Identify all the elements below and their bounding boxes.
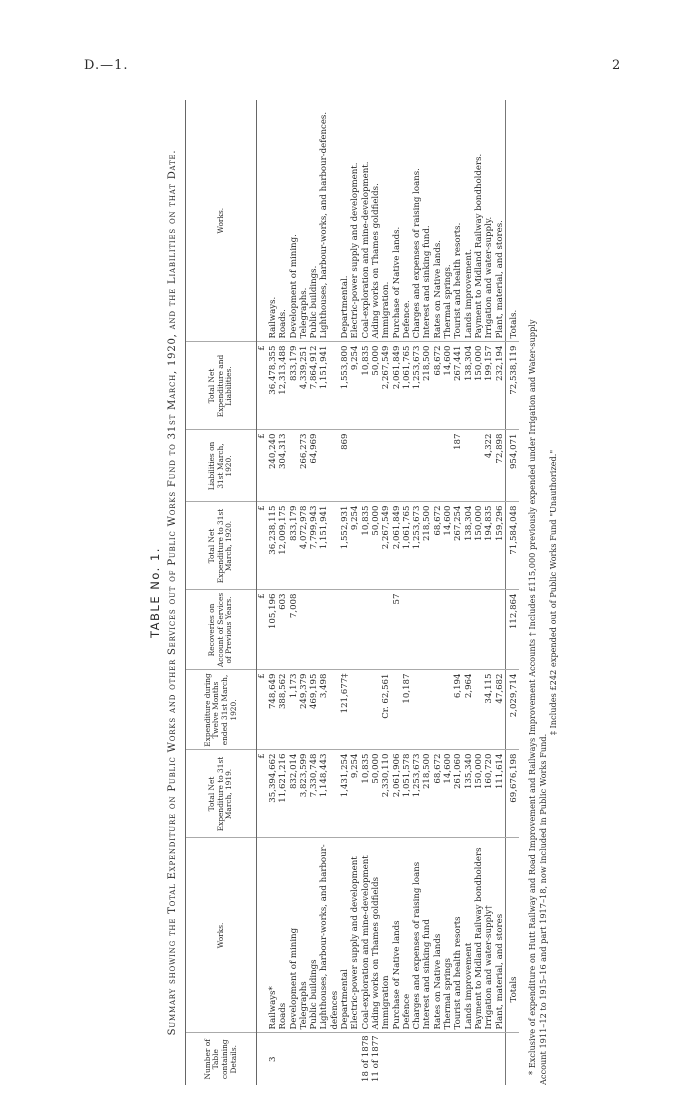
row-recoveries bbox=[422, 590, 432, 670]
table-row bbox=[443, 100, 453, 1085]
row-ref bbox=[433, 1033, 443, 1085]
row-works: Lands improvement bbox=[464, 838, 474, 1033]
row-exp-1920: 138,304 bbox=[464, 502, 474, 590]
row-works-right: Purchase of Native lands. bbox=[392, 100, 402, 342]
row-exp-during bbox=[371, 670, 381, 750]
row-ref: 3 bbox=[268, 1056, 278, 1062]
row-works-right: Irrigation and water-supply. bbox=[484, 100, 494, 342]
footnotes bbox=[527, 100, 559, 1085]
row-works-right: Defence. bbox=[402, 100, 412, 342]
row-works-right: Payment to Midland Railway bondholders. bbox=[474, 100, 484, 342]
row-exp-1920: 1,151,941 bbox=[319, 502, 340, 590]
row-recoveries: 105,196 bbox=[268, 590, 278, 670]
currency-symbol: £ bbox=[257, 342, 269, 430]
row-recoveries bbox=[484, 590, 494, 670]
row-total: 4,339,251 bbox=[299, 342, 309, 430]
table-row bbox=[309, 100, 319, 1085]
row-recoveries bbox=[412, 590, 422, 670]
row-exp-1919: 160,720 bbox=[484, 750, 494, 838]
footnote-line-1: * Exclusive of expenditure on Hutt Railway and Road Improvement and Railways Improvement Accounts † Includes £115,000 previously expended under Irrigation and Water-supply bbox=[527, 319, 538, 1075]
row-exp-1920: 2,061,849 bbox=[392, 502, 402, 590]
row-ref bbox=[464, 1033, 474, 1085]
row-exp-1920: 9,254 bbox=[350, 502, 360, 590]
row-liabilities bbox=[464, 430, 474, 502]
currency-symbol: £ bbox=[257, 670, 269, 750]
row-exp-1920: 1,061,765 bbox=[402, 502, 412, 590]
row-exp-during bbox=[392, 670, 402, 750]
row-total: 68,672 bbox=[433, 342, 443, 430]
totals-exp-during: 2,029,714 bbox=[505, 670, 519, 750]
row-exp-1919: 11,621,216 bbox=[278, 750, 288, 838]
table-row bbox=[340, 100, 350, 1085]
row-liabilities bbox=[443, 430, 453, 502]
row-works-right: Departmental. bbox=[340, 100, 350, 342]
row-recoveries: 603 bbox=[278, 590, 288, 670]
row-ref bbox=[422, 1033, 432, 1085]
row-total: 12,313,488 bbox=[278, 342, 288, 430]
table-row bbox=[268, 100, 278, 1085]
row-exp-1919: 2,330,110 bbox=[381, 750, 391, 838]
row-total: 50,000 bbox=[371, 342, 381, 430]
col-header-works-right: Works. bbox=[186, 100, 257, 342]
row-recoveries: 7,008 bbox=[289, 590, 299, 670]
row-exp-1920: 1,552,931 bbox=[340, 502, 350, 590]
row-works: Plant, material, and stores bbox=[495, 838, 506, 1033]
table-title: TABLE No. 1. bbox=[148, 547, 162, 638]
row-recoveries bbox=[381, 590, 391, 670]
totals-label-right: Totals. bbox=[505, 100, 519, 342]
row-works-right: Roads. bbox=[278, 100, 288, 342]
row-exp-during bbox=[443, 670, 453, 750]
row-exp-1919: 14,600 bbox=[443, 750, 453, 838]
row-ref bbox=[289, 1033, 299, 1085]
row-works-right: Rates on Native lands. bbox=[433, 100, 443, 342]
table-row bbox=[381, 100, 391, 1085]
row-liabilities: 266,273 bbox=[299, 430, 309, 502]
totals-total: 72,538,119 bbox=[505, 342, 519, 430]
row-exp-during bbox=[350, 670, 360, 750]
row-exp-during: 34,115 bbox=[484, 670, 494, 750]
page-header-left: D.—1. bbox=[84, 58, 129, 73]
row-ref bbox=[412, 1033, 422, 1085]
row-recoveries: 57 bbox=[392, 590, 402, 670]
row-works: Rates on Native lands bbox=[433, 838, 443, 1033]
row-liabilities bbox=[289, 430, 299, 502]
row-exp-during: 249,379 bbox=[299, 670, 309, 750]
table-row bbox=[299, 100, 309, 1085]
totals-liabilities: 954,071 bbox=[505, 430, 519, 502]
row-works: Electric-power supply and development bbox=[350, 838, 360, 1033]
row-works: Aiding works on Thames goldfields bbox=[371, 838, 381, 1033]
row-works: Immigration bbox=[381, 838, 391, 1033]
row-exp-during bbox=[412, 670, 422, 750]
row-ref bbox=[350, 1033, 360, 1085]
row-liabilities bbox=[381, 430, 391, 502]
row-ref bbox=[484, 1033, 494, 1085]
row-works-right: Tourist and health resorts. bbox=[453, 100, 463, 342]
row-total: 232,194 bbox=[495, 342, 506, 430]
table-row bbox=[278, 100, 288, 1085]
row-recoveries bbox=[350, 590, 360, 670]
col-header-exp-1920: Total Net Expenditure to 31st March, 1920. bbox=[186, 502, 257, 590]
row-exp-1920: 150,000 bbox=[474, 502, 484, 590]
row-exp-1920: 68,672 bbox=[433, 502, 443, 590]
row-exp-during bbox=[422, 670, 432, 750]
row-exp-1920: 218,500 bbox=[422, 502, 432, 590]
row-liabilities: 304,313 bbox=[278, 430, 288, 502]
row-works: Payment to Midland Railway bondholders bbox=[474, 838, 484, 1033]
row-ref bbox=[319, 1033, 340, 1085]
table-row bbox=[422, 100, 432, 1085]
row-total: 1,553,800 bbox=[340, 342, 350, 430]
row-works-right: Plant, material, and stores. bbox=[495, 100, 506, 342]
totals-exp-1920: 71,584,048 bbox=[505, 502, 519, 590]
row-exp-during: 748,649 bbox=[268, 670, 278, 750]
row-works-right: Development of mining. bbox=[289, 100, 299, 342]
table-row bbox=[289, 100, 299, 1085]
row-liabilities bbox=[474, 430, 484, 502]
row-exp-1919: 218,500 bbox=[422, 750, 432, 838]
row-total: 1,061,765 bbox=[402, 342, 412, 430]
row-total: 1,253,673 bbox=[412, 342, 422, 430]
row-works: Charges and expenses of raising loans bbox=[412, 838, 422, 1033]
row-liabilities: 187 bbox=[453, 430, 463, 502]
row-exp-during: 388,562 bbox=[278, 670, 288, 750]
row-exp-1919: 1,051,578 bbox=[402, 750, 412, 838]
currency-symbol: £ bbox=[257, 430, 269, 502]
row-exp-during bbox=[361, 670, 371, 750]
row-works-right: Charges and expenses of raising loans. bbox=[412, 100, 422, 342]
row-liabilities bbox=[422, 430, 432, 502]
row-exp-during: 6,194 bbox=[453, 670, 463, 750]
row-liabilities bbox=[392, 430, 402, 502]
row-exp-1920: 12,009,175 bbox=[278, 502, 288, 590]
row-ref bbox=[474, 1033, 484, 1085]
row-works: Telegraphs bbox=[299, 838, 309, 1033]
table-header-row bbox=[186, 100, 257, 1085]
row-exp-1919: 135,340 bbox=[464, 750, 474, 838]
totals-row bbox=[505, 100, 519, 1085]
table-row bbox=[402, 100, 412, 1085]
row-recoveries bbox=[474, 590, 484, 670]
row-exp-1920: 4,072,978 bbox=[299, 502, 309, 590]
col-header-recoveries: Recoveries on Account of Services of Previous Years. bbox=[186, 590, 257, 670]
row-liabilities bbox=[371, 430, 381, 502]
col-header-works: Works. bbox=[186, 838, 257, 1033]
row-works: Lighthouses, harbour-works, and harbour-defences bbox=[319, 838, 340, 1033]
row-exp-1920: 194,835 bbox=[484, 502, 494, 590]
row-exp-1919: 832,014 bbox=[289, 750, 299, 838]
row-liabilities bbox=[350, 430, 360, 502]
row-total: 199,157 bbox=[484, 342, 494, 430]
expenditure-table bbox=[185, 100, 519, 1085]
row-works-right: Aiding works on Thames goldfields. bbox=[371, 100, 381, 342]
row-exp-1919: 2,061,906 bbox=[392, 750, 402, 838]
row-total: 10,835 bbox=[361, 342, 371, 430]
table-row bbox=[361, 100, 371, 1085]
currency-symbol: £ bbox=[257, 502, 269, 590]
row-liabilities bbox=[412, 430, 422, 502]
table-row bbox=[495, 100, 506, 1085]
row-works: Defence bbox=[402, 838, 412, 1033]
row-total: 2,061,849 bbox=[392, 342, 402, 430]
row-exp-1920: 267,254 bbox=[453, 502, 463, 590]
row-exp-1919: 35,394,662 bbox=[268, 750, 278, 838]
col-header-liabilities: Liabilities on 31st March, 1920. bbox=[186, 430, 257, 502]
row-total: 2,267,549 bbox=[381, 342, 391, 430]
row-total: 150,000 bbox=[474, 342, 484, 430]
row-works-right: Public buildings. bbox=[309, 100, 319, 342]
table-row bbox=[392, 100, 402, 1085]
row-exp-1919: 50,000 bbox=[371, 750, 381, 838]
row-total: 1,151,941 bbox=[319, 342, 340, 430]
row-total: 218,500 bbox=[422, 342, 432, 430]
row-total: 833,179 bbox=[289, 342, 299, 430]
table-row bbox=[433, 100, 443, 1085]
row-liabilities bbox=[319, 430, 340, 502]
row-exp-during bbox=[474, 670, 484, 750]
row-exp-1919: 10,835 bbox=[361, 750, 371, 838]
row-total: 7,864,912 bbox=[309, 342, 319, 430]
row-exp-during: 1,173 bbox=[289, 670, 299, 750]
row-exp-1919: 1,148,443 bbox=[319, 750, 340, 838]
row-works-right: Lands improvement. bbox=[464, 100, 474, 342]
row-works: Irrigation and water-supply† bbox=[484, 838, 494, 1033]
row-exp-1919: 9,254 bbox=[350, 750, 360, 838]
row-exp-1920: 50,000 bbox=[371, 502, 381, 590]
row-works: Coal-exploration and mine-development bbox=[361, 838, 371, 1033]
row-exp-1919: 261,060 bbox=[453, 750, 463, 838]
row-recoveries bbox=[495, 590, 506, 670]
row-ref bbox=[402, 1033, 412, 1085]
table-row bbox=[412, 100, 422, 1085]
row-exp-1919: 3,823,599 bbox=[299, 750, 309, 838]
row-exp-during: 469,195 bbox=[309, 670, 319, 750]
row-exp-1919: 1,253,673 bbox=[412, 750, 422, 838]
row-works-right: Interest and sinking fund. bbox=[422, 100, 432, 342]
table-row bbox=[350, 100, 360, 1085]
row-total: 138,304 bbox=[464, 342, 474, 430]
row-ref bbox=[453, 1033, 463, 1085]
col-header-exp-during: Expenditure during Twelve Months ended 31st March, 1920. bbox=[186, 670, 257, 750]
row-exp-1920: 2,267,549 bbox=[381, 502, 391, 590]
row-works: Roads bbox=[278, 838, 288, 1033]
row-ref bbox=[299, 1033, 309, 1085]
row-liabilities: 869 bbox=[340, 430, 350, 502]
totals-exp-1919: 69,676,198 bbox=[505, 750, 519, 838]
row-exp-1920: 7,799,943 bbox=[309, 502, 319, 590]
row-ref bbox=[340, 1033, 350, 1085]
row-exp-during: 2,964 bbox=[464, 670, 474, 750]
row-works-right: Lighthouses, harbour-works, and harbour-defences. bbox=[319, 100, 340, 342]
row-ref: 11 of 1877 bbox=[370, 1035, 381, 1082]
row-recoveries bbox=[453, 590, 463, 670]
row-ref bbox=[278, 1033, 288, 1085]
row-exp-1920: 36,238,115 bbox=[268, 502, 278, 590]
row-exp-1919: 68,672 bbox=[433, 750, 443, 838]
row-liabilities: 240,240 bbox=[268, 430, 278, 502]
col-header-exp-1919: Total Net Expenditure to 31st March, 1919. bbox=[186, 750, 257, 838]
totals-label: Totals bbox=[505, 838, 519, 1033]
currency-symbol: £ bbox=[257, 590, 269, 670]
currency-symbol: £ bbox=[257, 750, 269, 838]
table-row bbox=[484, 100, 494, 1085]
rotated-table-page bbox=[150, 100, 570, 1085]
row-total: 36,478,355 bbox=[268, 342, 278, 430]
row-exp-1919: 7,330,748 bbox=[309, 750, 319, 838]
row-ref bbox=[495, 1033, 506, 1085]
row-works: Purchase of Native lands bbox=[392, 838, 402, 1033]
row-recoveries bbox=[402, 590, 412, 670]
footnote-line-3: ‡ Includes £242 expended out of Public Works Fund "Unauthorized." bbox=[548, 449, 559, 736]
row-works: Railways* bbox=[268, 838, 278, 1033]
row-liabilities bbox=[402, 430, 412, 502]
row-works: Tourist and health resorts bbox=[453, 838, 463, 1033]
table-row bbox=[464, 100, 474, 1085]
table-row bbox=[371, 100, 381, 1085]
table-row bbox=[474, 100, 484, 1085]
row-works: Departmental bbox=[340, 838, 350, 1033]
row-exp-1919: 111,614 bbox=[495, 750, 506, 838]
row-exp-during bbox=[433, 670, 443, 750]
footnote-line-2: Account 1911–12 to 1915–16 and part 1917–18, now included in Public Works Fund. bbox=[537, 733, 548, 1085]
col-header-ref: Number of Table containing Details. bbox=[186, 1033, 257, 1085]
table-row bbox=[319, 100, 340, 1085]
row-ref: 18 of 1878 bbox=[360, 1035, 371, 1082]
row-total: 9,254 bbox=[350, 342, 360, 430]
row-liabilities: 64,969 bbox=[309, 430, 319, 502]
row-recoveries bbox=[319, 590, 340, 670]
row-recoveries bbox=[433, 590, 443, 670]
row-recoveries bbox=[371, 590, 381, 670]
row-exp-1920: 159,296 bbox=[495, 502, 506, 590]
row-works: Development of mining bbox=[289, 838, 299, 1033]
row-recoveries bbox=[340, 590, 350, 670]
row-total: 14,600 bbox=[443, 342, 453, 430]
row-exp-during: Cr. 62,561 bbox=[381, 670, 391, 750]
table-row bbox=[453, 100, 463, 1085]
currency-row bbox=[257, 100, 269, 1085]
row-ref bbox=[309, 1033, 319, 1085]
row-exp-during: 47,682 bbox=[495, 670, 506, 750]
row-recoveries bbox=[443, 590, 453, 670]
row-exp-1919: 1,431,254 bbox=[340, 750, 350, 838]
row-exp-during: 10,187 bbox=[402, 670, 412, 750]
row-works-right: Railways. bbox=[268, 100, 278, 342]
row-exp-1920: 833,179 bbox=[289, 502, 299, 590]
row-total: 267,441 bbox=[453, 342, 463, 430]
row-ref bbox=[392, 1033, 402, 1085]
page-number: 2 bbox=[612, 58, 622, 73]
row-liabilities bbox=[433, 430, 443, 502]
row-recoveries bbox=[361, 590, 371, 670]
row-works: Public buildings bbox=[309, 838, 319, 1033]
row-exp-1920: 1,253,673 bbox=[412, 502, 422, 590]
row-exp-during: 121,677‡ bbox=[340, 670, 350, 750]
col-header-total: Total Net Expenditure and Liabilities. bbox=[186, 342, 257, 430]
row-works-right: Thermal springs. bbox=[443, 100, 453, 342]
row-recoveries bbox=[299, 590, 309, 670]
row-works-right: Electric-power supply and development. bbox=[350, 100, 360, 342]
row-ref bbox=[443, 1033, 453, 1085]
row-recoveries bbox=[309, 590, 319, 670]
row-ref bbox=[381, 1033, 391, 1085]
totals-recoveries: 112,864 bbox=[505, 590, 519, 670]
row-liabilities: 72,898 bbox=[495, 430, 506, 502]
row-exp-1919: 150,000 bbox=[474, 750, 484, 838]
row-exp-1920: 10,835 bbox=[361, 502, 371, 590]
summary-title: Summary showing the Total Expenditure on Public Works and other Services out of Public Works Fund to 31st March, 1920, and the Liabilities on that Date. bbox=[167, 149, 178, 1036]
row-works: Interest and sinking fund bbox=[422, 838, 432, 1033]
row-liabilities bbox=[361, 430, 371, 502]
row-works-right: Telegraphs. bbox=[299, 100, 309, 342]
row-works-right: Coal-exploration and mine-development. bbox=[361, 100, 371, 342]
row-liabilities: 4,322 bbox=[484, 430, 494, 502]
row-recoveries bbox=[464, 590, 474, 670]
row-works: Thermal springs bbox=[443, 838, 453, 1033]
row-works-right: Immigration. bbox=[381, 100, 391, 342]
row-exp-during: 3,498 bbox=[319, 670, 340, 750]
row-exp-1920: 14,600 bbox=[443, 502, 453, 590]
table-body bbox=[257, 100, 506, 1085]
